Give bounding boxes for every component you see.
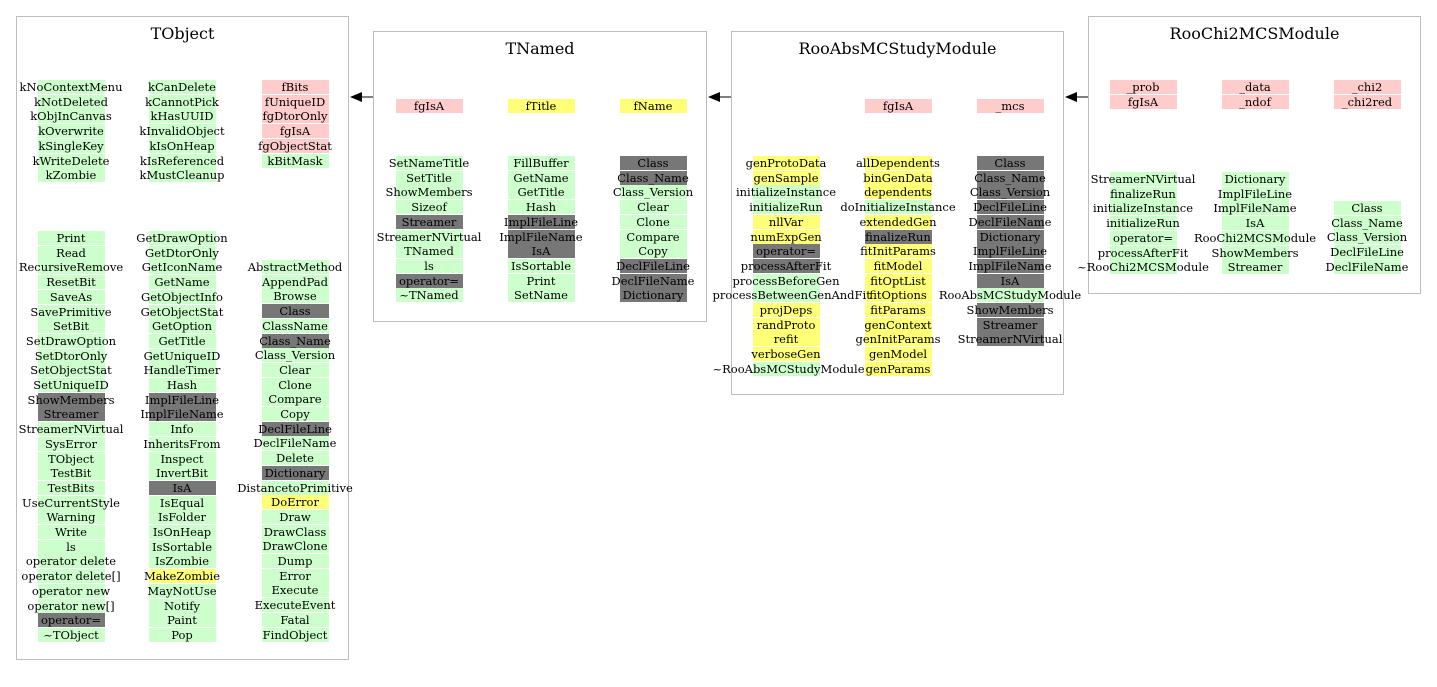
member-label: HandleTimer (143, 363, 221, 378)
member-label: ~RooChi2MCSModule (1077, 260, 1209, 275)
member-class-name (937, 171, 1084, 185)
member-label: projDeps (759, 303, 813, 317)
member-label: Sizeof (411, 200, 447, 215)
member-label: kZombie (45, 168, 97, 183)
member-label: Notify (163, 598, 201, 613)
member-getdtoronly (109, 246, 256, 260)
member-label: GetName (513, 170, 569, 185)
member-label: fgIsA (1127, 94, 1159, 109)
member-label: Warning (46, 510, 96, 525)
member-label: SetDrawOption (25, 333, 117, 348)
member-label: DeclFileLine (973, 200, 1047, 215)
member-label: extendedGen (859, 214, 937, 229)
member-dictionary (580, 288, 727, 302)
member-label: initializeInstance (735, 185, 837, 200)
member-label: kIsReferenced (139, 153, 225, 168)
member-label: SetBit (52, 319, 90, 334)
member-showmembers (937, 303, 1084, 317)
member-label: finalizeRun (1110, 186, 1176, 201)
member-label: ImplFileLine (503, 214, 579, 229)
member-label: GetTitle (517, 185, 565, 200)
member-label: TNamed (404, 244, 454, 259)
member-declfileline (1294, 245, 1437, 259)
member-kmustcleanup (109, 168, 256, 182)
member-class-name (580, 171, 727, 185)
member-label: IsA (1245, 216, 1265, 231)
member-label: Error (279, 568, 311, 583)
member-label: genProtoData (745, 156, 827, 170)
class-title: RooChi2MCSModule (1169, 24, 1340, 43)
member-label: genModel (868, 347, 928, 362)
member-label: operator new (31, 583, 111, 598)
member-label: fitOptions (869, 288, 927, 303)
member-label: kIsOnHeap (149, 138, 215, 153)
member-label: ls (66, 539, 76, 554)
member-label: Dump (277, 554, 313, 568)
member-class (222, 304, 369, 318)
member-label: RooAbsMCStudyModule (938, 288, 1082, 303)
member-label: Compare (268, 392, 322, 407)
member-getdrawoption (109, 231, 256, 245)
member-label: _prob (1126, 80, 1160, 94)
member-fgobjectstat (222, 139, 369, 153)
member-classname (222, 319, 369, 333)
member-drawclone (222, 539, 369, 553)
member-label: _ndof (1239, 94, 1271, 109)
member-label: TestBits (47, 480, 95, 495)
member-label: ExecuteEvent (254, 598, 336, 613)
member-label: IsOnHeap (152, 525, 212, 539)
member-label: SetName (514, 288, 568, 303)
member-drawclass (222, 525, 369, 539)
member-declfilename (937, 215, 1084, 229)
member-clone (222, 378, 369, 392)
member-label: StreamerNVirtual (18, 422, 124, 437)
member-isa (937, 274, 1084, 288)
member-label: Read (56, 245, 86, 260)
member-mcs (937, 99, 1084, 113)
member-label: fgIsA (279, 124, 311, 139)
member-label: Browse (273, 289, 317, 304)
member-label: Streamer (982, 317, 1038, 332)
member-label: SetTitle (406, 170, 452, 185)
member-copy (580, 244, 727, 258)
member-label: kNotDeleted (34, 94, 108, 109)
member-label: IsA (1000, 273, 1020, 288)
member-label: Class_Name (1331, 215, 1403, 230)
member-label: SetDtorOnly (34, 348, 108, 363)
member-chi2 (1294, 80, 1437, 94)
member-label: kSingleKey (38, 138, 104, 153)
member-executeevent (222, 598, 369, 612)
member-label: operator= (1112, 230, 1174, 245)
member-processbeforegen (713, 274, 860, 288)
member-label: Class_Version (1326, 230, 1408, 245)
class-title: TNamed (505, 39, 575, 58)
member-label: ImplFileLine (972, 244, 1048, 259)
member-label: kBitMask (267, 153, 323, 168)
member-label: kWriteDelete (32, 153, 110, 168)
member-label: doInitializeInstance (840, 200, 956, 215)
member-browse (222, 289, 369, 303)
member-label: ClassName (262, 318, 328, 333)
member-label: DrawClass (263, 524, 327, 539)
member-label: kObjInCanvas (30, 109, 112, 124)
member-label: Streamer (401, 214, 457, 229)
member-label: Info (170, 422, 194, 437)
member-compare (580, 230, 727, 244)
member-label: Clear (279, 362, 311, 377)
member-dictionary (937, 230, 1084, 244)
class-box-tobject (16, 16, 353, 660)
member-label: initializeRun (749, 200, 823, 215)
member-declfileline (580, 259, 727, 273)
member-label: Fatal (280, 612, 310, 627)
member-label: allDependents (856, 156, 940, 170)
member-label: operator delete[] (21, 569, 121, 584)
member-label: kMustCleanup (139, 168, 225, 183)
member-label: Streamer (1227, 260, 1283, 275)
member-label: operator= (398, 273, 460, 288)
member-label: nllVar (768, 214, 804, 229)
member-label: Pop (171, 627, 193, 642)
member-fgisa (222, 124, 369, 138)
member-label: fgIsA (882, 99, 914, 113)
member-delete (222, 451, 369, 465)
member-fname (580, 99, 727, 113)
member-label: Class_Version (254, 348, 336, 363)
member-label: finalizeRun (865, 229, 931, 244)
member-label: FillBuffer (513, 156, 569, 170)
member-label: Dictionary (979, 229, 1041, 244)
member-kbitmask (222, 154, 369, 168)
member-label: GetIconName (141, 260, 223, 275)
member-label: Delete (276, 451, 314, 466)
member-label: ls (424, 258, 434, 273)
member-label: Paint (167, 613, 197, 628)
member-class-version (222, 348, 369, 362)
member-fatal (222, 613, 369, 627)
member-roochi2mcsmodule (1182, 231, 1329, 245)
member-declfilename (222, 436, 369, 450)
member-label: TestBit (50, 466, 92, 481)
class-box-roochi2mcsmodule (1077, 16, 1421, 294)
member-label: RooChi2MCSModule (1193, 230, 1317, 245)
member-execute (222, 583, 369, 597)
member-label: InheritsFrom (143, 436, 221, 451)
member-label: processAfterFit (1097, 245, 1189, 260)
member-label: kCanDelete (148, 80, 216, 94)
member-declfileline (222, 422, 369, 436)
member-label: Compare (626, 229, 680, 244)
member-label: Dictionary (264, 465, 326, 480)
member-declfilename (580, 274, 727, 288)
class-box-tnamed (373, 31, 707, 322)
member-label: GetDrawOption (136, 231, 228, 245)
member-label: StreamerNVirtual (957, 332, 1063, 347)
member-label: fUniqueID (264, 94, 326, 109)
member-label: _mcs (995, 99, 1025, 113)
member-label: Write (55, 525, 87, 539)
member-label: DeclFileName (968, 214, 1052, 229)
member-label: Class (637, 156, 669, 170)
member-label: fgDtorOnly (262, 109, 328, 124)
member-label: DeclFileLine (1330, 245, 1404, 260)
member-label: genInitParams (855, 332, 941, 347)
member-label: Draw (279, 509, 311, 524)
member-label: SetUniqueID (33, 378, 109, 392)
member-label: MakeZombie (143, 569, 221, 584)
member-label: IsFolder (157, 510, 207, 525)
class-title: TObject (150, 24, 215, 43)
member-label: fBits (281, 80, 309, 94)
member-streamernvirtual (937, 332, 1084, 346)
member-copy (222, 407, 369, 421)
member-label: _chi2red (1341, 94, 1393, 109)
member-label: ShowMembers (966, 303, 1054, 317)
member-label: ResetBit (46, 275, 96, 290)
member-label: fitOptList (870, 273, 926, 288)
member-streamernvirtual (0, 422, 145, 436)
member-label: AppendPad (261, 274, 329, 289)
member-label: processAfterFit (740, 258, 832, 273)
class-title: RooAbsMCStudyModule (798, 39, 997, 58)
member-appendpad (222, 275, 369, 289)
member-clone (580, 215, 727, 229)
member-label: _data (1239, 80, 1271, 94)
member-label: processBetweenGenAndFit (712, 288, 871, 303)
member-doerror (222, 495, 369, 509)
member-label: Class (1351, 201, 1383, 215)
member-label: GetOption (151, 319, 213, 334)
member-label: Clone (636, 214, 670, 229)
member-label: ImplFileLine (144, 392, 220, 407)
member-label: GetObjectInfo (141, 289, 223, 304)
member-label: kInvalidObject (139, 124, 225, 139)
member-label: SysError (44, 436, 98, 451)
member-streamernvirtual (356, 230, 503, 244)
member-label: SavePrimitive (30, 304, 112, 319)
member-label: Copy (638, 244, 668, 259)
member-clear (222, 363, 369, 377)
member-label: Execute (271, 583, 319, 598)
member-roochi2mcsmodule (1070, 260, 1217, 274)
member-label: AbstractMethod (247, 260, 343, 274)
member-label: StreamerNVirtual (1090, 172, 1196, 186)
member-label: fitInitParams (860, 244, 936, 259)
member-label: Copy (280, 407, 310, 421)
member-label: Clone (278, 377, 312, 392)
member-declfileline (937, 200, 1084, 214)
member-declfilename (1294, 260, 1437, 274)
member-class-version (937, 185, 1084, 199)
member-streamer (937, 318, 1084, 332)
member-chi2red (1294, 95, 1437, 109)
member-label: fgObjectStat (258, 138, 332, 153)
member-streamernvirtual (1070, 172, 1217, 186)
member-label: DrawClone (262, 539, 328, 554)
member-implfileline (937, 244, 1084, 258)
member-label: ShowMembers (27, 392, 115, 407)
member-label: fitParams (870, 303, 926, 317)
member-label: GetName (154, 275, 210, 290)
member-label: Class (994, 156, 1026, 170)
member-label: ImplFileName (499, 229, 583, 244)
member-label: DeclFileName (611, 273, 695, 288)
member-label: Hash (525, 200, 557, 215)
member-implfilename (937, 259, 1084, 273)
member-label: IsEqual (159, 495, 205, 510)
member-class-name (1294, 216, 1437, 230)
member-label: Streamer (43, 407, 99, 422)
member-label: kOverwrite (38, 124, 104, 139)
member-class-name (222, 334, 369, 348)
member-implfileline (1182, 187, 1329, 201)
member-label: fName (633, 99, 673, 113)
member-label: genSample (753, 170, 819, 185)
member-label: Class_Version (612, 185, 694, 200)
member-label: Class_Name (617, 170, 689, 185)
member-label: Class_Name (974, 170, 1046, 185)
member-label: initializeInstance (1092, 201, 1194, 216)
member-label: _chi2 (1351, 80, 1383, 94)
member-label: genParams (865, 361, 931, 376)
member-label: processBeforeGen (732, 273, 840, 288)
member-label: fitModel (873, 258, 923, 273)
member-label: ImplFileLine (1217, 186, 1293, 201)
member-label: IsSortable (510, 258, 572, 273)
member-label: Print (56, 231, 86, 245)
member-label: DeclFileName (253, 436, 337, 451)
member-compare (222, 392, 369, 406)
member-label: ImplFileName (968, 258, 1052, 273)
member-label: ShowMembers (385, 185, 473, 200)
member-abstractmethod (222, 260, 369, 274)
member-label: Class_Version (969, 185, 1051, 200)
member-doinitializeinstance (825, 200, 972, 214)
member-label: kCannotPick (145, 94, 219, 109)
member-label: fTitle (525, 99, 557, 113)
class-box-rooabsmcstudymodule (712, 31, 1082, 395)
member-label: ImplFileName (140, 407, 224, 422)
member-label: verboseGen (751, 347, 821, 362)
member-label: GetDtorOnly (145, 245, 219, 260)
member-label: Hash (166, 378, 198, 392)
member-label: Clear (637, 200, 669, 215)
member-label: binGenData (863, 170, 933, 185)
member-label: SaveAs (49, 289, 93, 304)
member-label: GetUniqueID (143, 348, 221, 363)
member-label: DeclFileLine (258, 421, 332, 436)
member-label: IsA (531, 244, 551, 259)
member-label: MayNotUse (147, 583, 217, 598)
member-label: DoError (271, 495, 319, 510)
member-label: operator= (755, 244, 817, 259)
member-label: ShowMembers (1211, 245, 1299, 260)
member-label: IsZombie (154, 554, 210, 569)
member-dictionary (222, 466, 369, 480)
member-label: genContext (864, 317, 932, 332)
member-label: Dictionary (622, 288, 684, 303)
member-label: SetObjectStat (30, 363, 112, 378)
member-label: dependents (864, 185, 932, 200)
member-error (222, 569, 369, 583)
member-label: refit (773, 332, 799, 347)
member-distancetoprimitive (222, 481, 369, 495)
member-label: Print (526, 273, 556, 288)
member-label: UseCurrentStyle (22, 495, 120, 510)
member-label: randProto (756, 317, 816, 332)
member-label: DeclFileName (1325, 259, 1409, 274)
member-label: IsA (172, 480, 192, 495)
member-processbetweengenandfit (712, 288, 871, 303)
member-label: InvertBit (155, 466, 209, 481)
member-class-version (580, 185, 727, 199)
member-label: operator= (40, 613, 102, 628)
member-findobject (222, 628, 369, 642)
member-label: SetNameTitle (388, 156, 470, 170)
member-label: kHasUUID (150, 109, 214, 124)
member-rooabsmcstudymodule (712, 361, 865, 376)
member-label: IsSortable (151, 539, 213, 554)
member-class (580, 156, 727, 170)
member-label: operator new[] (27, 598, 115, 613)
member-dictionary (1182, 172, 1329, 186)
member-label: Inspect (160, 451, 204, 466)
member-label: initializeRun (1106, 216, 1180, 231)
member-label: Class_Name (259, 333, 331, 348)
member-label: TObject (48, 451, 94, 466)
member-class (937, 156, 1084, 170)
member-class (1294, 201, 1437, 215)
member-label: ~TObject (43, 627, 99, 642)
member-label: operator delete (25, 554, 117, 569)
member-label: Dictionary (1224, 172, 1286, 186)
member-label: ~RooAbsMCStudyModule (712, 361, 865, 376)
member-label: GetTitle (158, 333, 206, 348)
member-label: GetObjectStat (140, 304, 224, 319)
member-label: RecursiveRemove (18, 260, 124, 275)
member-label: StreamerNVirtual (376, 229, 482, 244)
member-label: DeclFileLine (616, 258, 690, 273)
member-label: numExpGen (750, 229, 822, 244)
member-label: ~TNamed (399, 288, 459, 303)
member-label: FindObject (262, 627, 328, 642)
member-fgdtoronly (222, 109, 369, 123)
member-fbits (222, 80, 369, 94)
member-label: kNoContextMenu (19, 80, 123, 94)
member-clear (580, 200, 727, 214)
member-label: ImplFileName (1213, 201, 1297, 216)
member-rooabsmcstudymodule (937, 288, 1084, 302)
member-label: DistancetoPrimitive (237, 480, 353, 495)
member-label: Class (279, 304, 311, 319)
member-dump (222, 554, 369, 568)
member-funiqueid (222, 95, 369, 109)
member-label: fgIsA (413, 99, 445, 113)
member-recursiveremove (0, 260, 145, 274)
member-draw (222, 510, 369, 524)
member-genmodel (825, 347, 972, 361)
